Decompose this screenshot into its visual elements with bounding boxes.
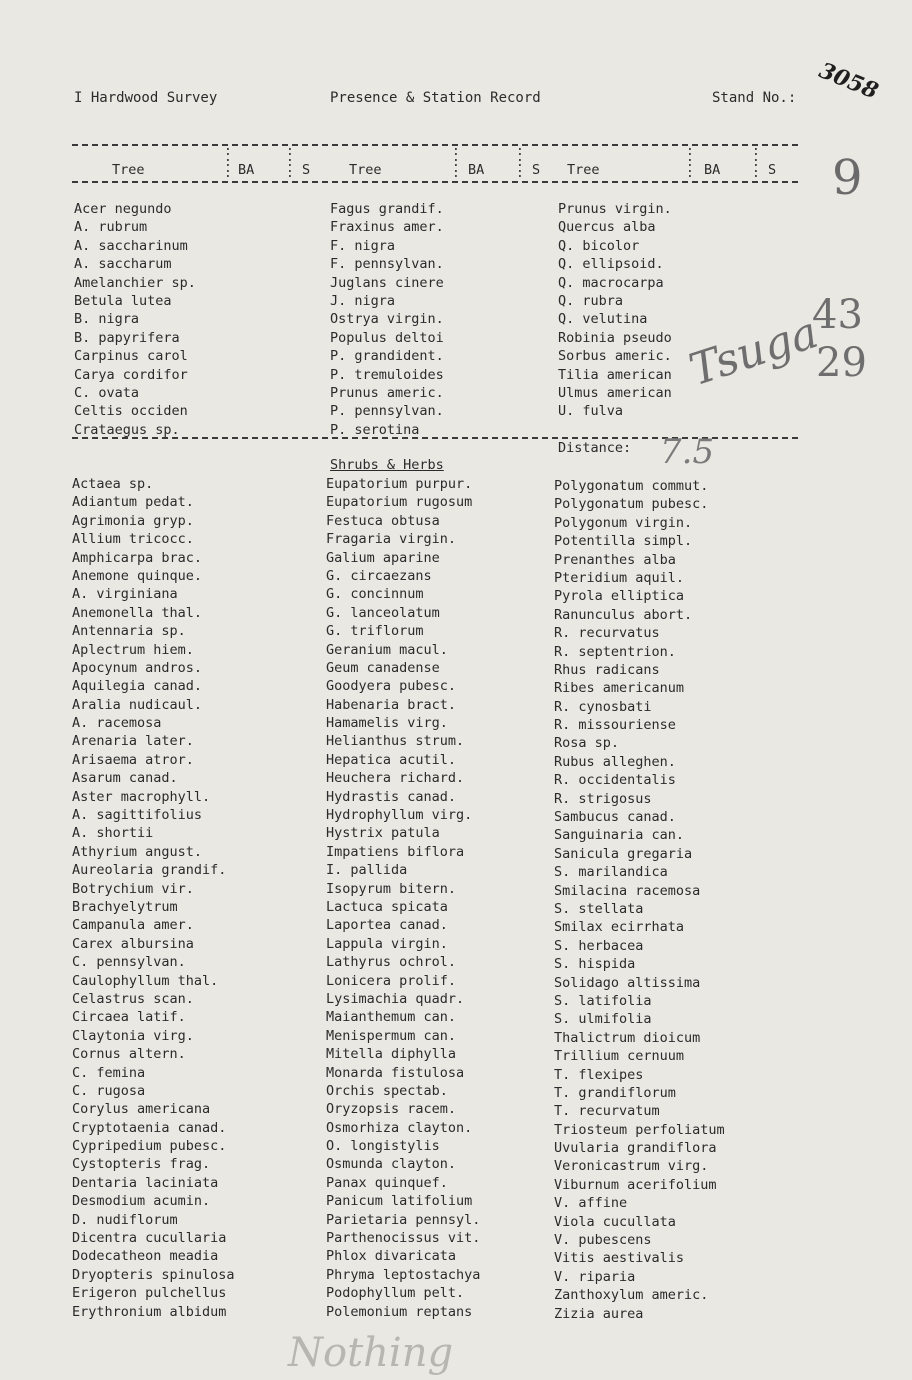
herb-species-item: V. affine [554,1195,628,1212]
herb-species-item: S. hispida [554,956,636,973]
tree-species-item: Ostrya virgin. [330,311,444,328]
herb-species-item: Habenaria bract. [326,696,457,713]
col-head-tree-2: Tree [349,162,382,178]
handwritten-tsuga-values-2: 29 [816,340,867,386]
herb-species-item: Podophyllum pelt. [326,1285,465,1302]
herb-species-item: Geum canadense [326,659,440,676]
tree-species-item: Tilia american [558,366,672,383]
herb-species-column-3 [554,477,725,1323]
tree-species-item: A. saccharum [74,256,172,273]
col-head-s-1: S [302,162,311,178]
herb-species-item: Smilax ecirrhata [554,919,685,936]
herb-species-item: Adiantum pedat. [72,494,194,511]
col-head-ba-3: BA [704,162,721,178]
herb-species-item: R. missouriense [554,717,676,734]
herb-species-item: R. septentrion. [554,643,676,660]
herb-species-item: Anemone quinque. [72,567,203,584]
herb-species-item: Dicentra cucullaria [72,1230,227,1247]
herb-species-item: Zanthoxylum americ. [554,1287,709,1304]
herb-species-item: Polygonatum pubesc. [554,496,709,513]
col-head-ba-2: BA [468,162,485,178]
herb-species-item: S. latifolia [554,992,652,1009]
herb-species-item: Triosteum perfoliatum [554,1121,725,1138]
tree-species-item: Populus deltoi [330,329,444,346]
herb-species-item: R. occidentalis [554,772,676,789]
handwritten-bottom-note: Nothing [288,1330,454,1376]
tree-species-item: Betula lutea [74,292,172,309]
col-divider: : : : [286,144,294,181]
herb-species-item: S. stellata [554,900,644,917]
tree-species-item: Prunus americ. [330,384,444,401]
herb-species-item: Rosa sp. [554,735,620,752]
tree-species-column-3 [558,200,672,421]
tree-species-item: Q. macrocarpa [558,274,664,291]
col-divider: : : : [452,144,460,181]
herb-species-item: O. longistylis [326,1138,440,1155]
herb-species-item: Circaea latif. [72,1009,186,1026]
herb-species-item: Caulophyllum thal. [72,972,219,989]
herb-species-item: Polemonium reptans [326,1303,473,1320]
herb-species-item: Cornus altern. [72,1046,186,1063]
herb-species-item: Trillium cernuum [554,1048,685,1065]
distance-value: 7.5 [660,432,715,472]
herb-species-item: Zizia aurea [554,1305,644,1322]
herb-species-item: Fragaria virgin. [326,531,457,548]
herb-species-item: T. flexipes [554,1066,644,1083]
tree-species-item: A. rubrum [74,219,148,236]
stand-label: Stand No.: [712,90,797,106]
herb-species-item: Lappula virgin. [326,935,448,952]
herb-species-item: Agrimonia gryp. [72,512,194,529]
herb-species-item: Ribes americanum [554,680,685,697]
herb-species-item: Solidago altissima [554,974,701,991]
herb-species-item: Hamamelis virg. [326,715,448,732]
herb-species-item: Lysimachia quadr. [326,990,465,1007]
herb-species-item: A. racemosa [72,715,162,732]
herb-species-item: Hystrix patula [326,825,440,842]
herb-species-item: Menispermum can. [326,1027,457,1044]
col-head-s-3: S [768,162,777,178]
herb-species-item: G. triflorum [326,623,424,640]
col-head-tree-1: Tree [112,162,145,178]
tree-species-item: Robinia pseudo [558,329,672,346]
herb-species-item: Cryptotaenia canad. [72,1119,227,1136]
herb-species-item: S. ulmifolia [554,1011,652,1028]
herb-species-item: Polygonum virgin. [554,514,693,531]
tree-species-item: Carya cordifor [74,366,188,383]
herb-species-item: Pteridium aquil. [554,569,685,586]
col-divider: : : : [752,144,760,181]
herb-species-item: Geranium macul. [326,641,448,658]
herb-species-item: Orchis spectab. [326,1082,448,1099]
tree-species-item: Quercus alba [558,219,656,236]
herb-species-item: Desmodium acumin. [72,1193,211,1210]
herb-species-item: Lathyrus ochrol. [326,954,457,971]
handwritten-nine: 9 [832,150,863,206]
herb-species-item: Osmorhiza clayton. [326,1119,473,1136]
herb-species-item: Goodyera pubesc. [326,678,457,695]
herb-species-item: Polygonatum commut. [554,478,709,494]
herb-species-item: Aster macrophyll. [72,788,211,805]
tree-species-item: P. serotina [330,421,420,438]
herb-species-item: Claytonia virg. [72,1027,194,1044]
herb-species-item: Amphicarpa brac. [72,549,203,566]
col-divider: : : : [224,144,232,181]
herb-species-item: A. virginiana [72,586,178,603]
herb-species-item: Antennaria sp. [72,623,186,640]
herb-species-item: Aureolaria grandif. [72,862,227,879]
col-head-s-2: S [532,162,541,178]
stand-number: 3058 [815,57,882,105]
herb-species-item: C. pennsylvan. [72,954,186,971]
herb-species-item: Cystopteris frag. [72,1156,211,1173]
herb-species-column-1 [72,475,235,1321]
tree-species-item: Prunus virgin. [558,201,672,217]
herb-species-item: R. strigosus [554,790,652,807]
tree-species-item: P. grandident. [330,348,444,365]
tree-species-item: Juglans cinere [330,274,444,291]
herb-species-item: A. shortii [72,825,154,842]
tree-species-item: Fraxinus amer. [330,219,444,236]
handwritten-tsuga: Tsuga [683,306,825,397]
tree-species-item: Q. bicolor [558,237,640,254]
herb-species-item: S. herbacea [554,937,644,954]
herb-species-item: Uvularia grandiflora [554,1140,717,1157]
tree-species-item: Q. ellipsoid. [558,256,664,273]
herb-species-item: Eupatorium rugosum [326,494,473,511]
herb-species-item: Osmunda clayton. [326,1156,457,1173]
tree-species-item: Sorbus americ. [558,348,672,365]
herb-species-item: Oryzopsis racem. [326,1101,457,1118]
herb-species-item: Dodecatheon meadia [72,1248,219,1265]
herb-species-item: Potentilla simpl. [554,533,693,550]
herb-species-item: V. pubescens [554,1232,652,1249]
col-divider: : : : [516,144,524,181]
herb-species-item: Arisaema atror. [72,751,194,768]
herb-species-item: G. concinnum [326,586,424,603]
herb-species-item: Phryma leptostachya [326,1266,481,1283]
tree-species-item: Q. rubra [558,292,624,309]
herb-species-item: Sanguinaria can. [554,827,685,844]
tree-species-column-2 [330,200,444,439]
tree-species-item: Q. velutina [558,311,648,328]
herb-species-item: Festuca obtusa [326,512,440,529]
herb-species-item: Helianthus strum. [326,733,465,750]
herb-species-item: Prenanthes alba [554,551,676,568]
herb-species-item: Hepatica acutil. [326,751,457,768]
tree-species-item: Crataegus sp. [74,421,180,438]
herb-species-item: Allium tricocc. [72,531,194,548]
herb-species-item: Ranunculus abort. [554,606,693,623]
herb-species-item: A. sagittifolius [72,807,203,824]
herb-species-item: Maianthemum can. [326,1009,457,1026]
herb-species-item: I. pallida [326,862,408,879]
herb-species-item: Athyrium angust. [72,843,203,860]
tree-species-item: F. pennsylvan. [330,256,444,273]
herb-species-item: C. femina [72,1064,146,1081]
herb-species-item: Vitis aestivalis [554,1250,685,1267]
herb-species-item: C. rugosa [72,1082,146,1099]
herb-species-item: Panax quinquef. [326,1174,448,1191]
herb-species-item: Parthenocissus vit. [326,1230,481,1247]
tree-species-item: C. ovata [74,384,140,401]
herb-species-item: T. grandiflorum [554,1084,676,1101]
herb-species-item: Pyrola elliptica [554,588,685,605]
herb-species-item: Panicum latifolium [326,1193,473,1210]
col-head-tree-3: Tree [567,162,600,178]
herb-species-item: Parietaria pennsyl. [326,1211,481,1228]
herb-species-column-2 [326,475,480,1321]
col-divider: : : : [686,144,694,181]
herb-species-item: Heuchera richard. [326,770,465,787]
herb-species-item: Monarda fistulosa [326,1064,465,1081]
herb-species-item: Isopyrum bitern. [326,880,457,897]
tree-species-item: B. papyrifera [74,329,180,346]
herb-species-item: Celastrus scan. [72,990,194,1007]
tree-species-item: B. nigra [74,311,140,328]
tree-species-item: P. tremuloides [330,366,444,383]
herb-species-item: T. recurvatum [554,1103,660,1120]
col-head-ba-1: BA [238,162,255,178]
tree-species-item: Amelanchier sp. [74,274,196,291]
herb-species-item: Viola cucullata [554,1213,676,1230]
herb-species-item: Botrychium vir. [72,880,194,897]
herb-species-item: Eupatorium purpur. [326,476,473,492]
herb-species-item: Galium aparine [326,549,440,566]
herb-species-item: Hydrastis canad. [326,788,457,805]
tree-species-item: Celtis occiden [74,403,188,420]
herb-species-item: Erigeron pulchellus [72,1285,227,1302]
herb-species-item: Hydrophyllum virg. [326,807,473,824]
herb-species-item: G. lanceolatum [326,604,440,621]
tree-species-item: Acer negundo [74,201,172,217]
herb-species-item: G. circaezans [326,567,432,584]
tree-species-item: Fagus grandif. [330,201,444,217]
herb-species-item: Phlox divaricata [326,1248,457,1265]
tree-species-item: U. fulva [558,403,624,420]
herb-species-item: Apocynum andros. [72,659,203,676]
herb-species-item: Sanicula gregaria [554,845,693,862]
herb-species-item: R. recurvatus [554,625,660,642]
herb-species-item: Laportea canad. [326,917,448,934]
herb-species-item: Aquilegia canad. [72,678,203,695]
herb-species-item: Smilacina racemosa [554,882,701,899]
tree-species-item: Ulmus american [558,384,672,401]
herb-species-item: Corylus americana [72,1101,211,1118]
herb-species-item: Aralia nudicaul. [72,696,203,713]
tree-species-item: A. saccharinum [74,237,188,254]
tree-species-item: Carpinus carol [74,348,188,365]
herb-species-item: Viburnum acerifolium [554,1176,717,1193]
herb-species-item: Lonicera prolif. [326,972,457,989]
herb-species-item: Arenaria later. [72,733,194,750]
herb-species-item: Campanula amer. [72,917,194,934]
herb-species-item: Cypripedium pubesc. [72,1138,227,1155]
herb-species-item: Carex albursina [72,935,194,952]
herb-species-item: D. nudiflorum [72,1211,178,1228]
tree-species-item: F. nigra [330,237,396,254]
herb-species-item: Thalictrum dioicum [554,1029,701,1046]
distance-label: Distance: [558,440,632,456]
herb-species-item: Actaea sp. [72,476,154,492]
shrubs-herbs-heading: Shrubs & Herbs [330,457,444,473]
herb-species-item: Veronicastrum virg. [554,1158,709,1175]
herb-species-item: Asarum canad. [72,770,178,787]
tree-species-item: J. nigra [330,292,396,309]
form-title: I Hardwood Survey [74,90,218,106]
herb-species-item: Dentaria laciniata [72,1174,219,1191]
herb-species-item: Impatiens biflora [326,843,465,860]
record-type: Presence & Station Record [330,90,541,106]
herb-species-item: Brachyelytrum [72,898,178,915]
herb-species-item: Erythronium albidum [72,1303,227,1320]
herb-species-item: Lactuca spicata [326,898,448,915]
herb-species-item: Mitella diphylla [326,1046,457,1063]
herb-species-item: V. riparia [554,1268,636,1285]
header-rule-bottom [72,181,798,183]
herb-species-item: Dryopteris spinulosa [72,1266,235,1283]
herb-species-item: Rhus radicans [554,661,660,678]
herb-species-item: S. marilandica [554,864,668,881]
tree-species-item: P. pennsylvan. [330,403,444,420]
herb-species-item: R. cynosbati [554,698,652,715]
herb-species-item: Rubus alleghen. [554,753,676,770]
herb-species-item: Aplectrum hiem. [72,641,194,658]
herb-species-item: Sambucus canad. [554,809,676,826]
herb-species-item: Anemonella thal. [72,604,203,621]
handwritten-tsuga-values: 43 [812,292,863,338]
tree-species-column-1 [74,200,196,439]
